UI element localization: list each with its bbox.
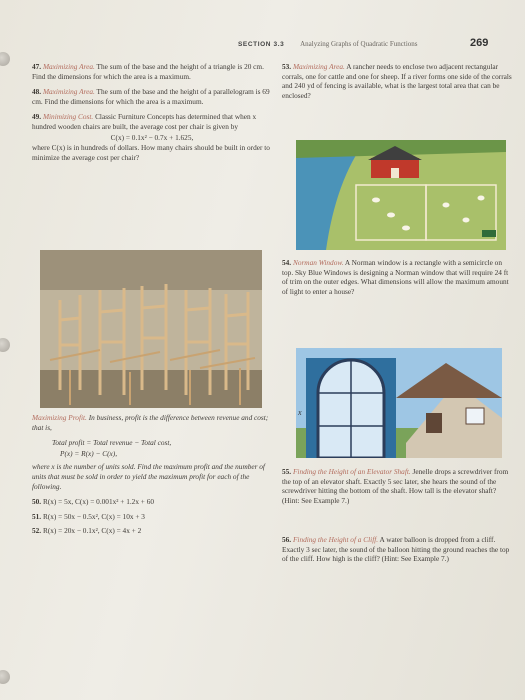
problem-title: Finding the Height of an Elevator Shaft. — [292, 467, 411, 476]
problem-number: 48. — [32, 87, 42, 97]
problem-number: 53. — [282, 62, 292, 71]
problem-text: A water balloon is dropped from a cliff. Exactly 3 sec later, the sound of the balloon hitting the ground reaches the top of the cliff. How high is the cliff? (Hint: See Example 7.) — [282, 535, 510, 564]
profit-intro — [32, 413, 272, 432]
binder-hole-bottom — [0, 670, 10, 684]
problem-title: Finding the Height of a Cliff. — [292, 535, 379, 544]
problem-50 — [32, 497, 272, 507]
section-title: Maximizing Profit. — [32, 413, 87, 422]
problem-title: Minimizing Cost. — [42, 112, 94, 122]
wooden-chairs-photo — [40, 250, 262, 408]
problem-text: A Norman window is a rectangle with a semicircle on top. Sky Blue Windows is designing a Norman window that will require 24 ft of trim on the outer edges. What dimensions will allow the maximum amount of light to enter a house? — [282, 258, 509, 296]
problem-text: A rancher needs to enclose two adjacent rectangular corrals, one for cattle and one for sheep. If a river forms one side of the corrals and 240 yd of fencing is available, what is the largest total area that can be enclosed? — [282, 62, 512, 100]
problem-52 — [32, 526, 272, 536]
profit-word-equation: Total profit = Total revenue − Total cost, — [52, 438, 172, 448]
problem-56 — [282, 535, 512, 564]
profit-equation: P(x) = R(x) − C(x), — [60, 448, 118, 458]
problem-text: The sum of the base and the height of a parallelogram is 69 cm. Find the dimensions for which the area is a maximum. — [32, 87, 270, 106]
problem-49 — [32, 112, 272, 162]
chapter-title: Analyzing Graphs of Quadratic Functions — [300, 40, 418, 48]
problem-text: Classic Furniture Concepts has determined that when x hundred wooden chairs are built, the average cost per chair is given by — [32, 112, 257, 131]
problem-48 — [32, 87, 272, 106]
binder-hole-top — [0, 52, 10, 66]
problem-47 — [32, 62, 272, 81]
problem-number: 47. — [32, 62, 42, 71]
page-number: 269 — [470, 37, 489, 49]
binder-hole-middle — [0, 338, 10, 352]
problem-number: 54. — [282, 258, 292, 267]
cost-equation: C(x) = 0.1x² − 0.7x + 1.625, — [110, 132, 194, 142]
problem-text: The sum of the base and the height of a triangle is 20 cm. Find the dimensions for which the area is a maximum. — [32, 62, 264, 81]
left-column — [32, 62, 272, 168]
problem-text-continued: where C(x) is in hundreds of dollars. How many chairs should be built in order to minimize the average cost per chair? — [32, 143, 270, 162]
page-header — [238, 37, 489, 49]
problem-number: 49. — [32, 112, 42, 122]
norman-window-illustration — [296, 348, 502, 458]
problem-number: 55. — [282, 467, 292, 476]
problem-number: 51. — [32, 511, 42, 521]
problem-54 — [282, 258, 512, 296]
problem-title: Maximizing Area. — [42, 87, 95, 97]
profit-instructions: where x is the number of units sold. Find the maximum profit and the number of units that must be sold in order to yield the maximum profit for each of the following. — [32, 462, 265, 491]
problem-53 — [282, 62, 512, 100]
problem-title: Maximizing Area. — [292, 62, 345, 71]
problem-equation: R(x) = 50x − 0.5x², C(x) = 10x + 3 — [42, 511, 145, 521]
problem-55 — [282, 467, 512, 505]
problem-equation: R(x) = 20x − 0.1x², C(x) = 4x + 2 — [42, 526, 142, 536]
problem-equation: R(x) = 5x, C(x) = 0.001x² + 1.2x + 60 — [42, 497, 155, 507]
ranch-corrals-photo — [296, 140, 506, 250]
intro-text: In business, profit is the difference between revenue and cost; that is, — [32, 413, 269, 432]
problem-number: 50. — [32, 497, 42, 507]
problem-number: 52. — [32, 526, 42, 536]
width-label: x — [298, 408, 302, 417]
profit-section — [32, 413, 272, 542]
problem-title: Maximizing Area. — [42, 62, 95, 71]
problem-number: 56. — [282, 535, 292, 544]
problem-text: Jenelle drops a screwdriver from the top of an elevator shaft. Exactly 5 sec later, she hears the sound of the screwdriver hitting the bottom of the shaft. How tall is the elevator shaft? (Hint: See Example 7.) — [282, 467, 509, 505]
section-label: SECTION 3.3 — [238, 41, 285, 48]
problem-title: Norman Window. — [292, 258, 344, 267]
problem-51 — [32, 512, 272, 522]
